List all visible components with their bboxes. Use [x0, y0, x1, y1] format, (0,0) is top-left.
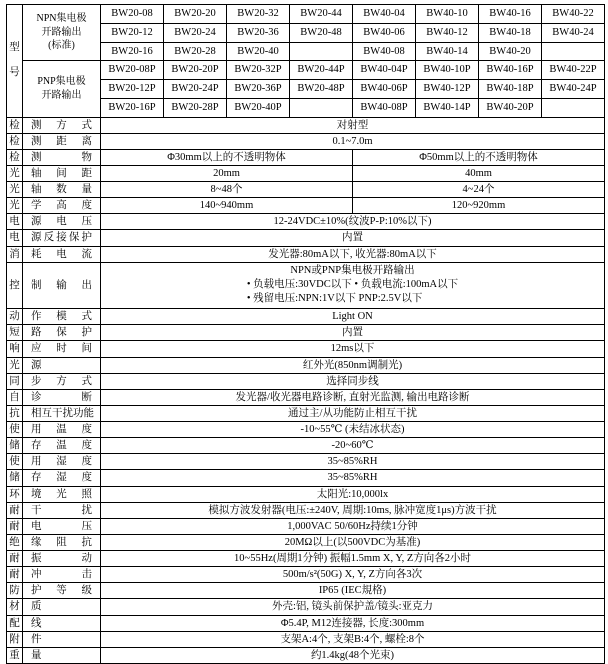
model-code: BW20-44 [290, 5, 353, 24]
table-row [7, 583, 605, 599]
model-section-label: 型 号 [7, 5, 23, 118]
row-label: 源 [23, 357, 101, 373]
row-label: 存 湿 度 [23, 470, 101, 486]
model-code: BW40-22 [542, 5, 605, 24]
table-row [7, 438, 605, 454]
row-label: 振 动 [23, 551, 101, 567]
row-value: 1,000VAC 50/60Hz持续1分钟 [101, 518, 605, 534]
row-value: -10~55℃ (未结冰状态) [101, 422, 605, 438]
row-value: 140~940mm [101, 198, 353, 214]
model-code: BW20-40 [227, 42, 290, 61]
row-label: 轴 数 量 [23, 182, 101, 198]
row-label-prefix: 耐 [7, 567, 23, 583]
row-label: 学 高 度 [23, 198, 101, 214]
model-code: BW40-14 [416, 42, 479, 61]
row-label-prefix: 光 [7, 198, 23, 214]
row-label: 量 [23, 647, 101, 663]
row-label-prefix: 耐 [7, 551, 23, 567]
model-code: BW40-14P [416, 98, 479, 117]
row-label-prefix: 短 [7, 325, 23, 341]
row-label-prefix: 储 [7, 438, 23, 454]
row-value: 4~24个 [353, 182, 605, 198]
row-label: 路 保 护 [23, 325, 101, 341]
row-label-prefix: 配 [7, 615, 23, 631]
table-row [7, 470, 605, 486]
npn-label-line-3: (标准) [48, 40, 75, 52]
row-value: 外壳:铝, 镜头前保护盖/镜头:亚克力 [101, 599, 605, 615]
table-row [7, 246, 605, 262]
model-code: BW40-10 [416, 5, 479, 24]
row-label: 轴 间 距 [23, 165, 101, 181]
spec-sheet [0, 4, 608, 661]
model-code: BW40-18 [479, 23, 542, 42]
row-value: 红外光(850nm调制光) [101, 357, 605, 373]
control-output-line: • 负载电压:30VDC以下 • 负载电流:100mA以下 [246, 279, 459, 291]
row-label: 件 [23, 631, 101, 647]
row-value: 0.1~7.0m [101, 133, 605, 149]
row-value: -20~60℃ [101, 438, 605, 454]
row-value: 太阳光:10,000lx [101, 486, 605, 502]
row-value: 约1.4kg(48个光束) [101, 647, 605, 663]
table-row [7, 422, 605, 438]
model-code: BW40-06 [353, 23, 416, 42]
model-code: BW40-04 [353, 5, 416, 24]
table-row [7, 373, 605, 389]
row-value: Φ30mm以上的不透明物体 [101, 149, 353, 165]
row-value: 20MΩ以上(以500VDC为基准) [101, 534, 605, 550]
row-label-prefix: 同 [7, 373, 23, 389]
row-label-prefix: 重 [7, 647, 23, 663]
row-label-prefix: 使 [7, 454, 23, 470]
row-label-prefix: 耐 [7, 518, 23, 534]
row-label-prefix: 耐 [7, 502, 23, 518]
row-label-prefix: 检 [7, 149, 23, 165]
row-value: 20mm [101, 165, 353, 181]
row-label: 测 方 式 [23, 117, 101, 133]
row-label: 耗 电 流 [23, 246, 101, 262]
model-code: BW20-24P [164, 80, 227, 99]
model-code: BW20-48 [290, 23, 353, 42]
row-label: 存 温 度 [23, 438, 101, 454]
table-row [7, 341, 605, 357]
row-label: 缘 阻 抗 [23, 534, 101, 550]
row-label: 制 输 出 [23, 262, 101, 309]
table-row [7, 165, 605, 181]
model-code: BW20-36 [227, 23, 290, 42]
row-value: 40mm [353, 165, 605, 181]
table-row [7, 502, 605, 518]
table-row [7, 599, 605, 615]
row-value: 选择同步线 [101, 373, 605, 389]
row-label-prefix: 动 [7, 309, 23, 325]
row-label-prefix: 自 [7, 389, 23, 405]
row-label-prefix: 防 [7, 583, 23, 599]
row-label: 护 等 级 [23, 583, 101, 599]
model-code: BW20-40P [227, 98, 290, 117]
row-value: 发光器/收光器电路诊断, 直射光监测, 输出电路诊断 [101, 389, 605, 405]
pnp-output-label [23, 61, 101, 117]
table-row [7, 389, 605, 405]
row-value: 500m/s²(50G) X, Y, Z方向各3次 [101, 567, 605, 583]
model-code: BW40-04P [353, 61, 416, 80]
row-label: 境 光 照 [23, 486, 101, 502]
row-label: 测 物 [23, 149, 101, 165]
table-row [7, 117, 605, 133]
row-value: 通过主/从功能防止相互干扰 [101, 405, 605, 421]
model-code: BW20-32 [227, 5, 290, 24]
row-value: Φ50mm以上的不透明物体 [353, 149, 605, 165]
row-value: 12-24VDC±10%(纹波P-P:10%以下) [101, 214, 605, 230]
table-body [7, 5, 605, 664]
table-row [7, 486, 605, 502]
row-label-prefix: 储 [7, 470, 23, 486]
row-label: 源 电 压 [23, 214, 101, 230]
model-code: BW40-08P [353, 98, 416, 117]
model-code [290, 98, 353, 117]
model-code: BW20-16 [101, 42, 164, 61]
row-value: Light ON [101, 309, 605, 325]
model-code: BW20-12 [101, 23, 164, 42]
model-code: BW20-36P [227, 80, 290, 99]
table-row [7, 61, 605, 80]
row-label: 干 扰 [23, 502, 101, 518]
table-row [7, 149, 605, 165]
row-label-prefix: 光 [7, 182, 23, 198]
table-row [7, 357, 605, 373]
model-code: BW20-48P [290, 80, 353, 99]
row-value: 支架A:4个, 支架B:4个, 螺栓:8个 [101, 631, 605, 647]
row-value: Φ5.4P, M12连接器, 长度:300mm [101, 615, 605, 631]
model-code: BW20-32P [227, 61, 290, 80]
row-value: 发光器:80mA以下, 收光器:80mA以下 [101, 246, 605, 262]
table-row [7, 518, 605, 534]
model-code: BW40-16 [479, 5, 542, 24]
row-label: 相 互 干 扰 功 能 [23, 405, 101, 421]
model-code: BW40-20 [479, 42, 542, 61]
row-label: 源 反 接 保 护 [23, 230, 101, 246]
row-label: 应 时 间 [23, 341, 101, 357]
row-value: 模拟方波发射器(电压:±240V, 周期:10ms, 脉冲宽度1μs)方波干扰 [101, 502, 605, 518]
table-row [7, 182, 605, 198]
model-code: BW40-24P [542, 80, 605, 99]
model-code: BW40-20P [479, 98, 542, 117]
row-label-prefix: 消 [7, 246, 23, 262]
table-row [7, 230, 605, 246]
row-label-prefix: 附 [7, 631, 23, 647]
model-code: BW40-24 [542, 23, 605, 42]
npn-label-line-1: NPN集电极 [36, 13, 87, 25]
row-label: 作 模 式 [23, 309, 101, 325]
row-value: IP65 (IEC規格) [101, 583, 605, 599]
npn-output-label [23, 5, 101, 61]
row-value: 8~48个 [101, 182, 353, 198]
row-label: 用 湿 度 [23, 454, 101, 470]
model-code: BW40-08 [353, 42, 416, 61]
row-value: 120~920mm [353, 198, 605, 214]
pnp-label-line-1: PNP集电极 [37, 76, 86, 88]
row-label: 用 温 度 [23, 422, 101, 438]
row-label-prefix: 使 [7, 422, 23, 438]
model-code: BW20-44P [290, 61, 353, 80]
table-row [7, 454, 605, 470]
row-value: 35~85%RH [101, 454, 605, 470]
row-value: 内置 [101, 230, 605, 246]
model-code: BW20-08P [101, 61, 164, 80]
control-output-line: NPN或PNP集电极开路输出 [290, 264, 415, 276]
row-value: 内置 [101, 325, 605, 341]
model-code [542, 98, 605, 117]
model-code: BW40-06P [353, 80, 416, 99]
table-row [7, 647, 605, 663]
table-row [7, 198, 605, 214]
table-row [7, 309, 605, 325]
model-code: BW20-24 [164, 23, 227, 42]
model-code: BW40-10P [416, 61, 479, 80]
table-row [7, 567, 605, 583]
row-label-prefix: 电 [7, 214, 23, 230]
specification-table [6, 4, 605, 664]
row-label-prefix: 环 [7, 486, 23, 502]
row-label: 诊 断 [23, 389, 101, 405]
control-output-line: • 残留电压:NPN:1V以下 PNP:2.5V以下 [246, 293, 423, 305]
model-code: BW40-22P [542, 61, 605, 80]
row-label: 冲 击 [23, 567, 101, 583]
model-code: BW20-20 [164, 5, 227, 24]
row-label-prefix: 检 [7, 117, 23, 133]
row-label-prefix: 电 [7, 230, 23, 246]
model-code: BW20-12P [101, 80, 164, 99]
model-code: BW40-16P [479, 61, 542, 80]
model-code: BW40-12 [416, 23, 479, 42]
row-value: 12ms以下 [101, 341, 605, 357]
model-code: BW20-28 [164, 42, 227, 61]
row-value: 10~55Hz(周期1分钟) 振幅1.5mm X, Y, Z方向各2小时 [101, 551, 605, 567]
row-label: 电 压 [23, 518, 101, 534]
table-row [7, 405, 605, 421]
model-code [290, 42, 353, 61]
row-label: 步 方 式 [23, 373, 101, 389]
model-code: BW20-16P [101, 98, 164, 117]
model-code: BW40-18P [479, 80, 542, 99]
row-label: 线 [23, 615, 101, 631]
row-label-prefix: 抗 [7, 405, 23, 421]
table-row [7, 631, 605, 647]
table-row [7, 133, 605, 149]
row-label-prefix: 检 [7, 133, 23, 149]
row-label-prefix: 材 [7, 599, 23, 615]
npn-label-line-2: 开路输出 [41, 26, 82, 38]
table-row [7, 615, 605, 631]
table-row [7, 551, 605, 567]
row-label-prefix: 控 [7, 262, 23, 309]
model-code: BW20-28P [164, 98, 227, 117]
row-value: 35~85%RH [101, 470, 605, 486]
row-label: 质 [23, 599, 101, 615]
model-code: BW20-20P [164, 61, 227, 80]
row-label-prefix: 光 [7, 357, 23, 373]
row-value: 对射型 [101, 117, 605, 133]
model-code [542, 42, 605, 61]
model-code: BW40-12P [416, 80, 479, 99]
row-label-prefix: 绝 [7, 534, 23, 550]
table-row [7, 534, 605, 550]
row-label: 测 距 离 [23, 133, 101, 149]
pnp-label-line-2: 开路输出 [41, 89, 82, 101]
row-value [101, 262, 605, 309]
model-code: BW20-08 [101, 5, 164, 24]
row-label-prefix: 响 [7, 341, 23, 357]
table-row [7, 262, 605, 309]
table-row [7, 5, 605, 24]
table-row [7, 325, 605, 341]
table-row [7, 214, 605, 230]
row-label-prefix: 光 [7, 165, 23, 181]
